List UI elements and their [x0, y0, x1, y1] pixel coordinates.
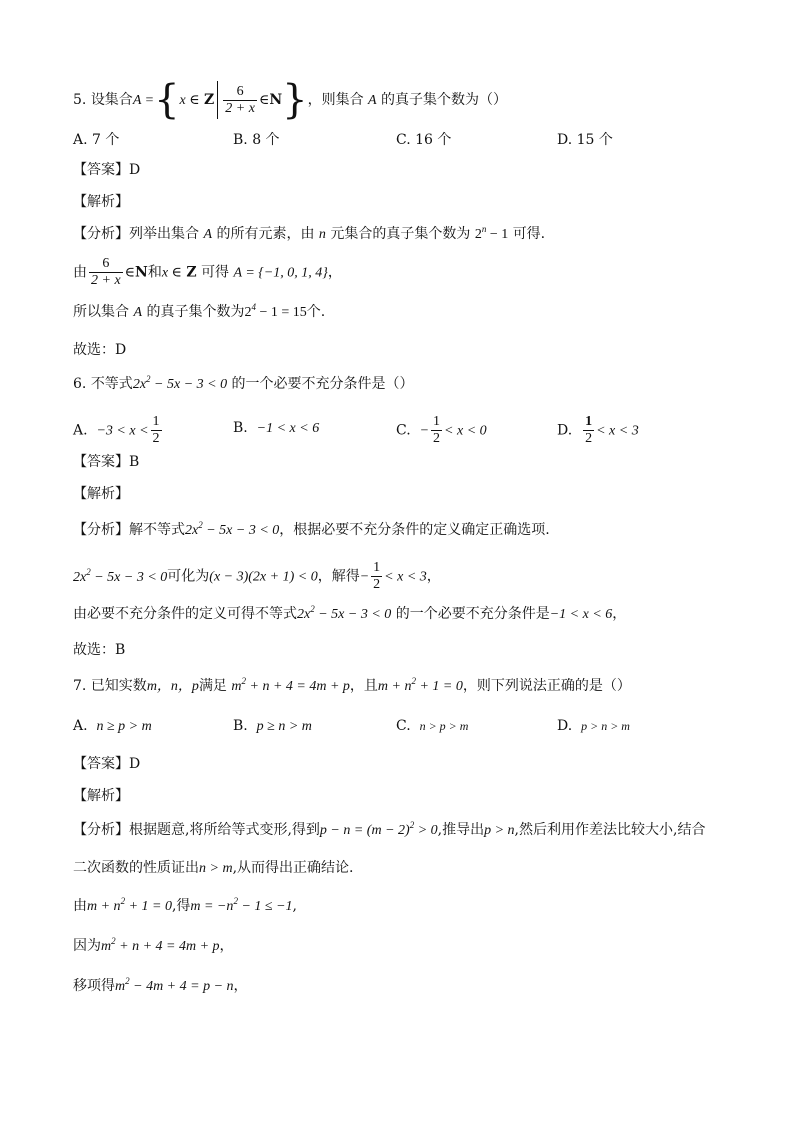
option-label: D. [557, 422, 573, 439]
fraction-numerator: 6 [89, 256, 123, 273]
q6-optd-fraction [583, 414, 594, 447]
q5-fenxi-A: A [203, 227, 213, 242]
q6-option-c [396, 414, 487, 447]
q5-s1-and: 和 [147, 264, 162, 281]
q6-lead: 不等式 [90, 376, 133, 392]
q7-optb: p ≥ n > m [256, 719, 312, 734]
q5-in: ∈ [258, 92, 270, 108]
q5-s2-base: 2 [244, 305, 252, 320]
q6-ineq: 2x [132, 377, 147, 392]
q5-tail-pre: ，则集合 [307, 92, 364, 108]
q7-and: ，且 [349, 678, 378, 694]
q5-s2-exp: 4 [251, 302, 256, 312]
q5-option-b: B. 8 个 [233, 132, 280, 148]
q6-optb: −1 < x < 6 [256, 421, 320, 436]
question-number: 7. [73, 678, 87, 694]
fraction-denominator: 2 [433, 431, 441, 446]
option-label: A. [73, 718, 88, 734]
q7-s2-end: ， [219, 938, 234, 954]
fraction-denominator: 2 + x [91, 273, 121, 288]
option-label: B. [233, 718, 248, 734]
q5-s1-in: ∈ [124, 264, 136, 281]
q6-answer: 【答案】B [73, 454, 140, 470]
q5-s2-mid: 的真子集个数为 [146, 304, 245, 320]
option-label: B. [233, 420, 248, 436]
option-label: D. [557, 718, 573, 734]
q7-step-2 [73, 936, 234, 957]
q5-s1-set: A = {−1, 0, 1, 4} [233, 265, 328, 281]
right-brace: } [282, 77, 308, 123]
q5-s2-end: 个. [306, 304, 326, 320]
fraction-numerator: 6 [223, 84, 257, 101]
q7-eq2-b: + 1 = 0 [415, 679, 463, 694]
q7-f1-eq-b: > 0 [414, 823, 438, 838]
q7-f2-nm: n > m [199, 861, 233, 876]
q5-fenxi-mid: 的所有元素，由 [216, 226, 315, 242]
q7-answer: 【答案】D [73, 756, 141, 772]
option-label: C. [396, 718, 411, 734]
q5-N: N [269, 92, 283, 108]
q6-option-a [73, 414, 164, 447]
q5-s2-A: A [133, 305, 143, 320]
q6-s2-exp: 2 [310, 604, 315, 614]
q7-option-a [73, 716, 152, 737]
q6-s1-tail: − 5x − 3 < 0 [90, 569, 168, 585]
fraction-numerator: 1 [585, 414, 593, 429]
q7-optd: p > n > m [581, 719, 630, 733]
q7-opta: n ≥ p > m [96, 719, 152, 734]
q6-optc-fraction [431, 414, 442, 447]
q6-fenxi-post: ，根据必要不充分条件的定义确定正确选项. [279, 522, 550, 538]
q7-s1-mid: ,得 [171, 898, 191, 914]
q5-s1-get: 可得 [201, 264, 230, 281]
q7-f1-end: ,然后利用作差法比较大小,结合 [514, 822, 706, 838]
q5-s1-N: N [135, 264, 148, 281]
q6-s2-tail: − 5x − 3 < 0 [314, 607, 392, 622]
q6-s2-ans: −1 < x < 6 [549, 607, 613, 622]
q6-fenxi-pre: 【分析】解不等式 [73, 522, 185, 538]
q6-s1-fact: (x − 3)(2x + 1) < 0 [209, 569, 318, 585]
q5-s1-Z: Z [186, 264, 197, 281]
q5-fenxi-n: n [318, 227, 326, 242]
q7-stem [73, 676, 631, 697]
q7-option-d [557, 716, 630, 736]
q5-choice: 故选：D [73, 342, 127, 358]
q5-pow-tail: − 1 [486, 227, 509, 242]
q6-s2-mid: 的一个必要不充分条件是 [395, 606, 550, 622]
q6-optc-post: < x < 0 [444, 423, 487, 439]
left-brace: { [154, 77, 180, 123]
question-number: 5. [73, 92, 87, 108]
q7-option-b [233, 716, 312, 737]
q5-option-a: A. 7 个 [73, 132, 120, 148]
q5-step-2 [73, 302, 325, 323]
q5-fenxi [73, 224, 545, 245]
q7-eq1-b: + n + 4 = 4m + p [246, 679, 350, 694]
fraction-numerator: 1 [152, 414, 160, 429]
q5-step-1 [73, 256, 342, 289]
q7-fenxi-line-2 [73, 858, 353, 879]
q6-s1-end: ， [426, 568, 441, 585]
q5-s2-pre: 所以集合 [73, 304, 129, 320]
q6-s1-post: < x < 3 [384, 569, 427, 585]
option-label: C. [396, 422, 411, 439]
fraction-denominator: 2 [152, 431, 160, 446]
q7-s2-a: m [101, 939, 112, 954]
q7-f1-pn: p > n [484, 823, 515, 838]
q6-s1-mid: 可化为 [167, 568, 210, 585]
q6-option-b [233, 418, 319, 439]
q6-option-d [557, 414, 639, 447]
q7-s3-end: ， [233, 978, 248, 994]
q7-s1-b: + 1 = 0 [125, 899, 172, 914]
q5-s1-x: x ∈ [161, 265, 182, 281]
q6-opta-pre: −3 < x < [96, 423, 149, 439]
fraction-denominator: 2 [373, 577, 381, 592]
q5-set-lhs: A = [132, 93, 155, 108]
q7-step-3 [73, 976, 248, 997]
q7-s1-a: m + n [87, 899, 121, 914]
q7-s1-d: − 1 ≤ −1 [237, 899, 293, 914]
q5-pow-base: 2 [474, 227, 482, 242]
q5-option-d: D. 15 个 [557, 132, 613, 148]
q7-option-c [396, 716, 468, 736]
q5-Z: Z [204, 92, 215, 108]
fraction-denominator: 2 [585, 431, 593, 446]
q7-f1-eq-exp: 2 [409, 820, 415, 830]
q7-eq1-exp: 2 [241, 676, 247, 686]
q7-s3-exp: 2 [125, 976, 130, 986]
q7-s1-end: , [292, 898, 297, 914]
q5-tail-post: 的真子集个数为（） [381, 92, 508, 108]
q6-optc-pre: − [419, 423, 430, 439]
q6-s1-ineq: 2x [73, 569, 87, 585]
q5-fenxi-mid2: 元集合的真子集个数为 [330, 226, 471, 242]
q6-optd-post: < x < 3 [596, 423, 639, 439]
q5-s1-end: ， [327, 264, 342, 281]
q6-ineq-tail: − 5x − 3 < 0 [150, 377, 228, 392]
q5-fenxi-end: 可得. [512, 226, 546, 242]
q7-f2-end: ,从而得出正确结论. [232, 860, 354, 876]
q7-f1-pre: 【分析】根据题意,将所给等式变形,得到 [73, 822, 320, 838]
q7-s3-pre: 移项得 [73, 978, 115, 994]
option-label: A. [73, 422, 88, 439]
q6-analysis-label: 【解析】 [73, 486, 129, 502]
q6-step-1 [73, 560, 441, 593]
q7-analysis-label: 【解析】 [73, 788, 129, 804]
q7-s2-pre: 因为 [73, 938, 101, 954]
q7-eq2-a: m + n [377, 679, 412, 694]
q6-step-2 [73, 604, 626, 625]
q6-s1-sol: ，解得 [317, 568, 360, 585]
q7-s3-a: m [115, 979, 126, 994]
q5-cond: x ∈ [179, 93, 200, 108]
q7-s2-b: + n + 4 = 4m + p [115, 939, 220, 954]
q6-fenxi-exp: 2 [198, 520, 203, 530]
q6-opta-fraction [151, 414, 162, 447]
q6-s2-end: ， [612, 606, 627, 622]
q5-s2-tail: − 1 = 15 [255, 305, 307, 320]
q7-f1-mid: ,推导出 [437, 822, 485, 838]
q7-f2-pre: 二次函数的性质证出 [73, 860, 199, 876]
q5-A: A [368, 93, 377, 108]
q7-lead: 已知实数 [90, 678, 147, 694]
q5-lead: 设集合 [90, 92, 133, 108]
q5-answer: 【答案】D [73, 162, 141, 178]
q7-s1-pre: 由 [73, 898, 87, 914]
q7-eq2-exp: 2 [411, 676, 416, 686]
q6-s1-neg: − [359, 569, 370, 585]
q6-stem [73, 374, 414, 395]
q6-s1-fraction [371, 560, 382, 593]
q6-choice: 故选：B [73, 642, 126, 658]
q6-tail: 的一个必要不充分条件是（） [231, 376, 414, 392]
q5-fraction [223, 84, 257, 117]
q5-pow-exp: n [481, 224, 487, 234]
q7-s1-c: m = −n [190, 899, 234, 914]
q6-s2-pre: 由必要不充分条件的定义可得不等式 [73, 606, 297, 622]
q7-optc: n > p > m [419, 719, 469, 733]
q7-s3-b: − 4m + 4 = p − n [129, 979, 234, 994]
q7-vars: m，n，p [146, 679, 199, 694]
q5-stem [73, 77, 508, 123]
q7-tail: ，则下列说法正确的是（） [462, 678, 631, 694]
q5-s1-fraction [89, 256, 123, 289]
q5-analysis-label: 【解析】 [73, 194, 129, 210]
q6-s2-ineq: 2x [297, 607, 311, 622]
q5-s1-pre: 由 [73, 264, 87, 281]
set-divider [217, 81, 218, 119]
q5-fenxi-pre: 【分析】列举出集合 [73, 226, 199, 242]
q6-fenxi [73, 520, 550, 541]
q5-option-c: C. 16 个 [396, 132, 452, 148]
fraction-numerator: 1 [373, 560, 381, 575]
q6-ineq-exp: 2 [146, 374, 151, 384]
q7-s1-exp: 2 [120, 896, 126, 906]
q6-fenxi-tail: − 5x − 3 < 0 [202, 523, 280, 538]
question-number: 6. [73, 376, 87, 392]
q7-s2-exp: 2 [111, 936, 116, 946]
q6-s1-exp: 2 [86, 566, 91, 577]
q7-s1-c-exp: 2 [233, 896, 238, 906]
fraction-numerator: 1 [433, 414, 441, 429]
q6-fenxi-ineq: 2x [185, 523, 199, 538]
q7-sat: 满足 [198, 678, 227, 694]
q7-eq1-a: m [231, 679, 242, 694]
q7-f1-eq-a: p − n = (m − 2) [319, 823, 410, 838]
q7-step-1 [73, 896, 297, 917]
fraction-denominator: 2 + x [225, 100, 255, 116]
q7-fenxi-line-1 [73, 820, 705, 841]
